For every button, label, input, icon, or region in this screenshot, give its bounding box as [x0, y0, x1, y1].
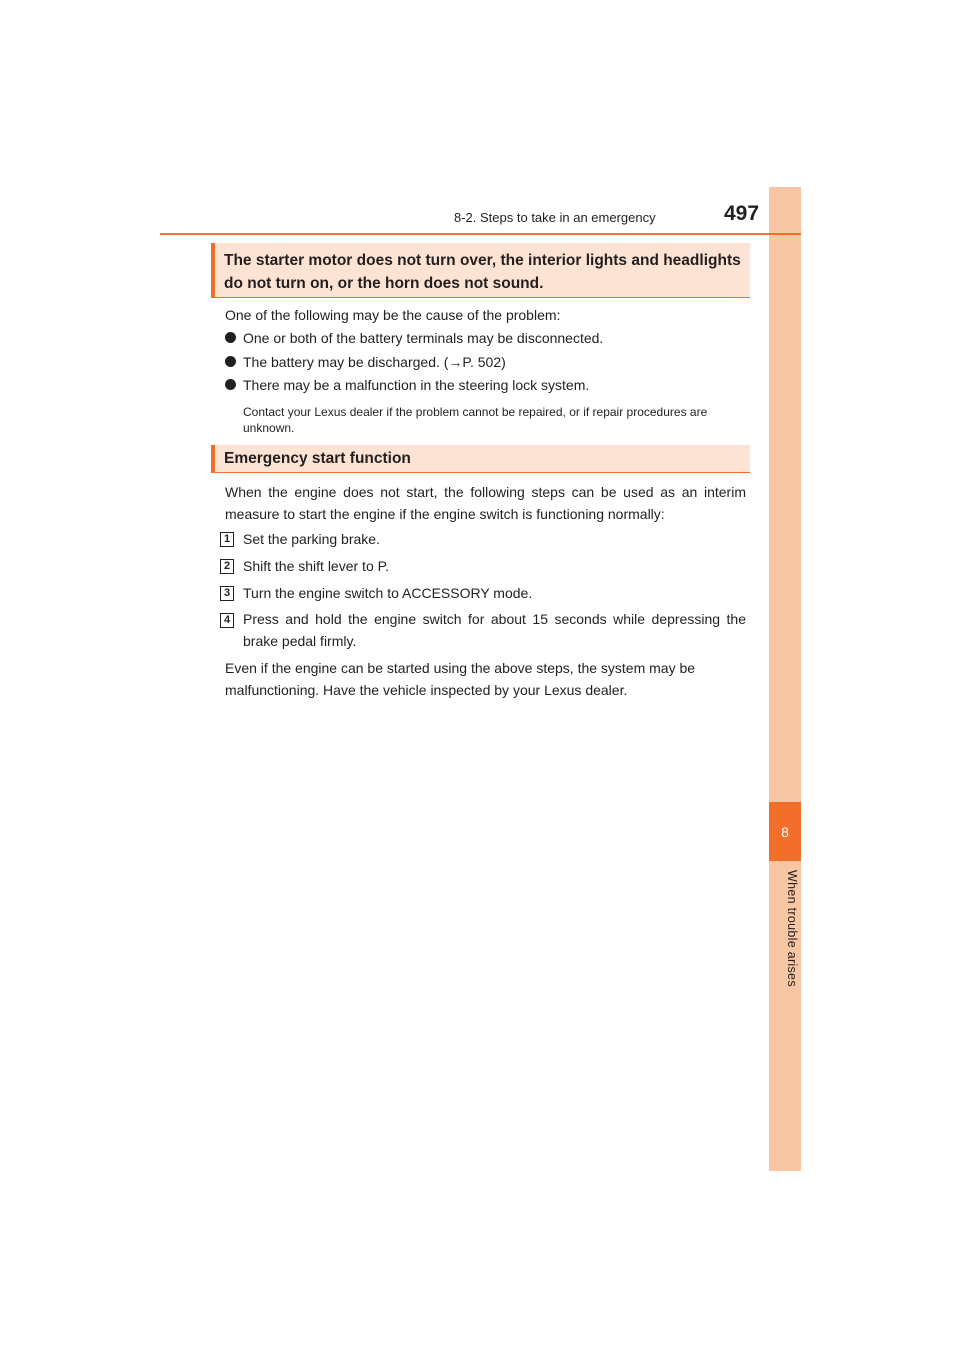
bullet-item [225, 351, 746, 373]
step-number-badge: 3 [220, 586, 234, 601]
page-number: 497 [724, 202, 760, 225]
bullet-item [225, 374, 746, 396]
chapter-number-box [769, 802, 801, 861]
running-header-section-title: 8-2. Steps to take in an emergency [454, 210, 656, 225]
chapter-number: 8 [781, 823, 789, 840]
chapter-side-tab [769, 187, 801, 1171]
bullet-text: There may be a malfunction in the steering lock system. [243, 377, 590, 393]
bullet-dot-icon [225, 379, 236, 390]
step-text: Press and hold the engine switch for about 15 seconds while depressing the brake pedal firmly. [243, 611, 746, 649]
chapter-title: When trouble arises [785, 870, 799, 987]
heading-line-2: do not turn on, or the horn does not sound. [224, 275, 544, 292]
step-number-badge: 2 [220, 559, 234, 574]
step-number-badge: 1 [220, 532, 234, 547]
bullet-dot-icon [225, 356, 236, 367]
emergency-intro: When the engine does not start, the following steps can be used as an interim measure to start the engine if the engine switch is functioning normally: [225, 484, 746, 522]
section-heading-emergency-start: Emergency start function [211, 445, 750, 473]
step-number-badge: 4 [220, 613, 234, 628]
emergency-outro: Even if the engine can be started using the above steps, the system may be malfunctioning. Have the vehicle inspected by your Lexus dealer. [225, 660, 696, 698]
bullet-dot-icon [225, 332, 236, 343]
section-heading-starter-motor [211, 243, 750, 298]
bullet-item [225, 327, 746, 349]
heading-line-1: The starter motor does not turn over, the interior lights and headlights [224, 252, 741, 269]
bullet-text: The battery may be discharged. (→P. 502) [243, 354, 506, 370]
cause-intro: One of the following may be the cause of the problem: [225, 307, 561, 323]
dealer-note: Contact your Lexus dealer if the problem cannot be repaired, or if repair procedures are unknown. [243, 405, 708, 435]
step-text: Shift the shift lever to P. [243, 558, 390, 574]
step-text: Set the parking brake. [243, 531, 380, 547]
header-rule [160, 233, 801, 235]
step-text: Turn the engine switch to ACCESSORY mode. [243, 585, 533, 601]
bullet-text: One or both of the battery terminals may be disconnected. [243, 330, 604, 346]
